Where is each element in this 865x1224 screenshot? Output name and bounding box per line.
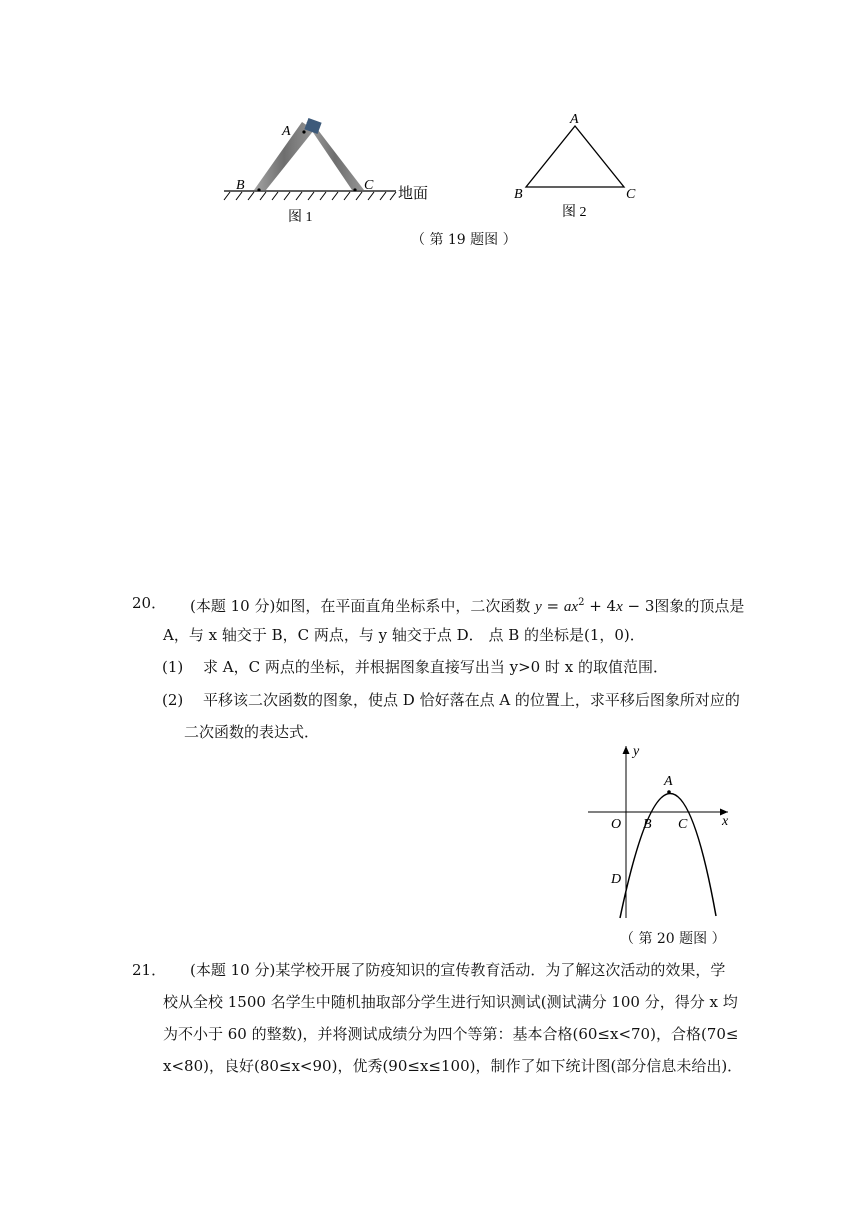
q20-number: 20． <box>132 594 167 612</box>
q20-part-2-number: (2) <box>162 691 184 709</box>
fig1-caption: 图 1 <box>288 210 313 225</box>
fig1-ground-label: 地面 <box>398 186 429 202</box>
q21-line-3: 为不小于 60 的整数)，并将测试成绩分为四个等第：基本合格(60≤x<70)，合格(70≤ <box>163 1025 739 1043</box>
fig2-label-b: B <box>514 187 523 202</box>
q20-part-1-number: (1) <box>162 658 184 676</box>
formula-eq: = <box>541 597 564 615</box>
q20-line-2: A，与 x 轴交于 B，C 两点，与 y 轴交于点 D． 点 B 的坐标是(1，0)． <box>163 626 645 644</box>
figure-20-caption: （ 第 20 题图 ） <box>620 931 726 947</box>
q21-number: 21． <box>132 961 167 979</box>
fig20-label-y: y <box>633 744 640 759</box>
fig20-label-a: A <box>664 774 673 789</box>
fig20-label-c: C <box>678 817 688 832</box>
q20-line-1a: (本题 10 分)如图，在平面直角坐标系中，二次函数 <box>190 597 536 615</box>
formula-x: x <box>616 599 623 615</box>
figure-20 <box>580 740 740 925</box>
q21-line-2: 校从全校 1500 名学生中随机抽取部分学生进行知识测试(测试满分 100 分，得分 x 均 <box>163 993 738 1011</box>
formula-tail: − 3 <box>622 597 655 615</box>
q21-line-4: x<80)，良好(80≤x<90)，优秀(90≤x≤100)，制作了如下统计图(部分信息未给出)． <box>163 1057 743 1075</box>
q20-part-1-text: 求 A，C 两点的坐标，并根据图象直接写出当 y>0 时 x 的取值范围． <box>203 658 668 676</box>
fig20-label-o: O <box>611 817 622 832</box>
fig20-label-x: x <box>722 814 729 829</box>
formula-rest: + 4 <box>584 597 617 615</box>
figure-19-1 <box>220 108 430 228</box>
fig1-label-b: B <box>236 178 245 193</box>
fig2-label-a: A <box>570 112 579 127</box>
formula-exponent: 2 <box>578 597 585 608</box>
q20-line-1b: 图象的顶点是 <box>654 597 745 615</box>
figure-19-caption: （ 第 19 题图 ） <box>411 232 517 248</box>
fig1-label-c: C <box>364 178 374 193</box>
formula-ax: ax <box>563 599 579 615</box>
q20-part-2-text-cont: 二次函数的表达式． <box>184 723 320 741</box>
figure-20-graph <box>580 740 740 925</box>
q20-line-1 <box>190 588 744 622</box>
q20-part-2-text: 平移该二次函数的图象，使点 D 恰好落在点 A 的位置上，求平移后图象所对应的 <box>203 691 740 709</box>
figure-19-1-drawing <box>220 108 430 228</box>
fig20-label-d: D <box>611 872 622 887</box>
figure-19-2-drawing <box>512 108 662 223</box>
fig2-caption: 图 2 <box>562 205 587 220</box>
fig1-label-a: A <box>282 124 291 139</box>
fig20-label-b: B <box>643 817 652 832</box>
formula-y: y <box>535 599 542 615</box>
q21-line-1: (本题 10 分)某学校开展了防疫知识的宣传教育活动．为了解这次活动的效果，学 <box>190 961 726 979</box>
fig2-label-c: C <box>626 187 636 202</box>
figure-19-2 <box>512 108 662 223</box>
